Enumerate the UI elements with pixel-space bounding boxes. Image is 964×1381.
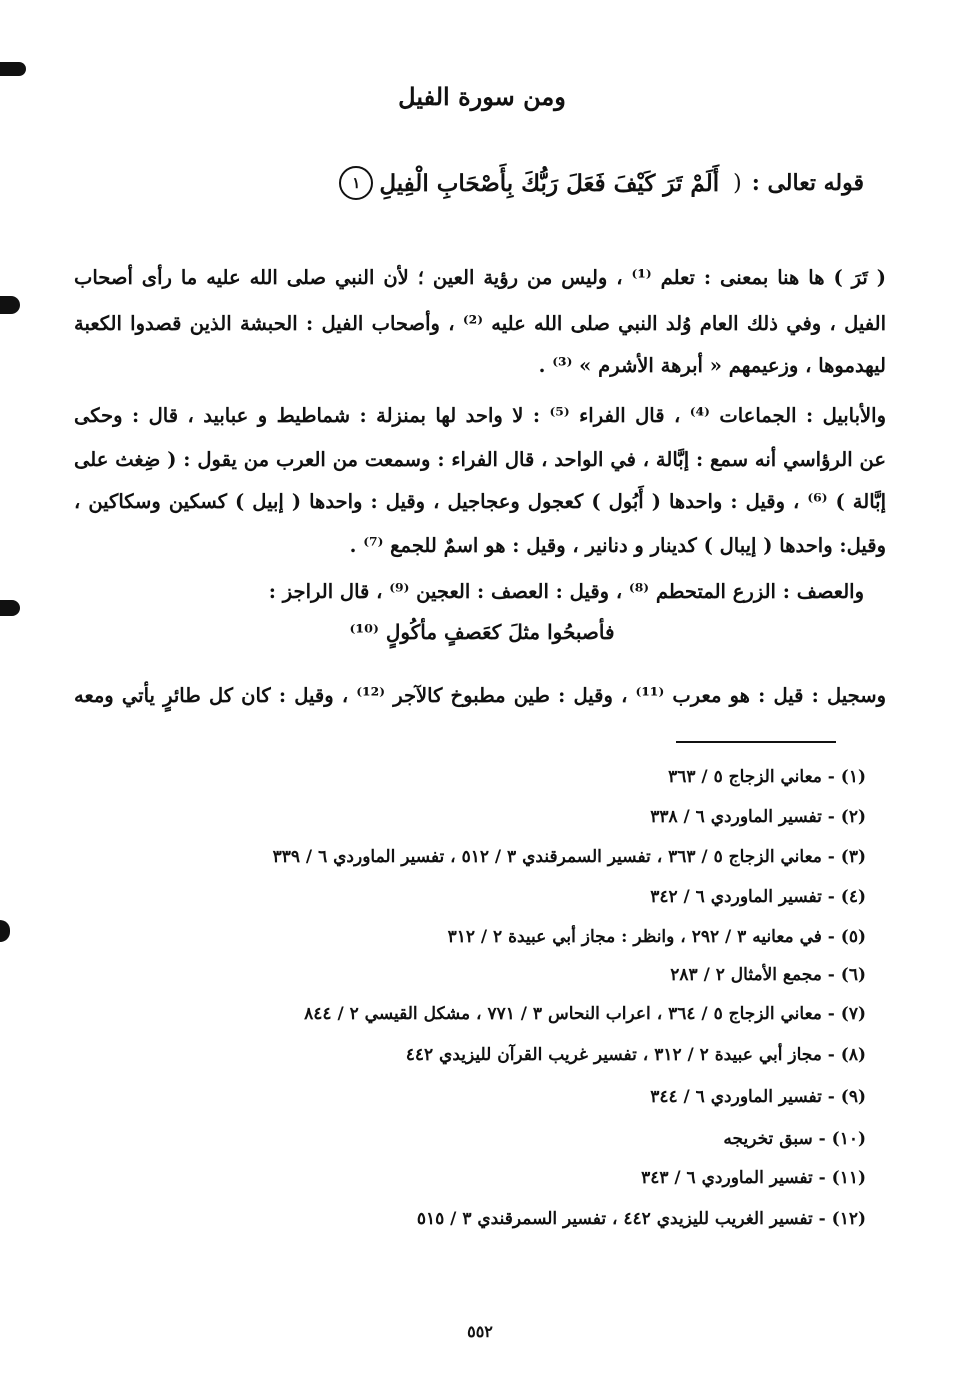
footnote: (٤) - تفسير الماوردي ٦ / ٣٤٢: [650, 887, 866, 907]
body-line: وسجيل : قيل : هو معرب ⁽¹¹⁾ ، وقيل : طين مطبوخ كالآجر ⁽¹²⁾ ، وقيل : كان كل طائرٍ يأتي ومعه: [74, 684, 886, 707]
punch-hole-mark: [0, 600, 20, 616]
punch-hole-mark: [0, 62, 26, 76]
body-line: عن الرؤاسي أنه سمع : إبَّالة ، في الواحد ، قال الفراء : وسمعت من العرب من يقول : ( ضِغث على: [74, 448, 886, 471]
footnote-separator: [676, 741, 836, 743]
body-line: ( تَرَ ) ها هنا بمعنى : تعلم ⁽¹⁾ ، وليس من رؤية العين ؛ لأن النبي صلى الله عليه ما رأى أصحاب: [74, 266, 886, 289]
verse-intro: قوله تعالى :: [751, 170, 864, 196]
footnote: (١٢) - تفسير الغريب لليزيدي ٤٤٢ ، تفسير السمرقندي ٣ / ٥١٥: [416, 1209, 866, 1229]
footnote: (٥) - في معانيه ٣ / ٢٩٢ ، وانظر : مجاز أبي عبيدة ٢ / ٣١٢: [447, 927, 866, 947]
body-line: إبَّالة ) ⁽⁶⁾ ، وقيل : واحدها ( أَبُول ) كعجول وعجاجيل ، وقيل : واحدها ( إبيل ) كسكين وسكاكين ،: [74, 490, 886, 513]
ayah-number-marker: ١: [339, 166, 373, 200]
footnote: (٦) - مجمع الأمثال ٢ / ٢٨٣: [670, 965, 866, 985]
footnote: (١١) - تفسير الماوردي ٦ / ٣٤٣: [641, 1168, 866, 1188]
verse-line: [339, 166, 864, 200]
footnote: (٩) - تفسير الماوردي ٦ / ٣٤٤: [650, 1087, 866, 1107]
body-line: الفيل ، وفي ذلك العام وُلد النبي صلى الله عليه ⁽²⁾ ، وأصحاب الفيل : الحبشة الذين قصدوا الكعبة: [74, 312, 886, 335]
footnote: (١) - معاني الزجاج ٥ / ٣٦٣: [668, 767, 866, 787]
punch-hole-mark: [0, 920, 10, 942]
body-line: والعصف : الزرع المتحطم ⁽⁸⁾ ، وقيل : العصف : العجين ⁽⁹⁾ ، قال الراجز :: [268, 580, 864, 603]
punch-hole-mark: [0, 296, 20, 314]
footnote: (١٠) - سبق تخريجه: [723, 1129, 866, 1149]
body-line: ليهدموها ، وزعيمهم « أبرهة الأشرم » ⁽³⁾ .: [538, 354, 886, 377]
page-number: ٥٥٢: [467, 1322, 493, 1341]
footnote: (٧) - معاني الزجاج ٥ / ٣٦٤ ، اعراب النحاس ٣ / ٧٧١ ، مشكل القيسي ٢ / ٨٤٤: [304, 1004, 866, 1024]
footnote: (٨) - مجاز أبي عبيدة ٢ / ٣١٢ ، تفسير غريب القرآن لليزيدي ٤٤٢: [405, 1045, 866, 1065]
verse-open-paren: (: [733, 170, 742, 196]
footnote: (٣) - معاني الزجاج ٥ / ٣٦٣ ، تفسير السمرقندي ٣ / ٥١٢ ، تفسير الماوردي ٦ / ٣٣٩: [272, 847, 866, 867]
body-line: والأبابيل : الجماعات ⁽⁴⁾ ، قال الفراء ⁽⁵⁾ : لا واحد لها بمنزلة : شماطيط و عبابيد ، قال : وحكى: [74, 404, 886, 427]
surah-title: ومن سورة الفيل: [398, 82, 566, 111]
footnote: (٢) - تفسير الماوردي ٦ / ٣٣٨: [650, 807, 866, 827]
body-line: وقيل: واحدها ( إيبال ) كدينار و دنانير ، وقيل : هو اسمٌ للجمع ⁽⁷⁾ .: [349, 534, 886, 557]
poem-verse: فأصبحُوا مثلَ كعَصفٍ مأكُولٍ ⁽¹⁰⁾: [349, 620, 615, 644]
quran-verse-text: أَلَمْ تَرَ كَيْفَ فَعَلَ رَبُّكَ بِأَصْحَابِ الْفِيلِ: [379, 169, 720, 197]
